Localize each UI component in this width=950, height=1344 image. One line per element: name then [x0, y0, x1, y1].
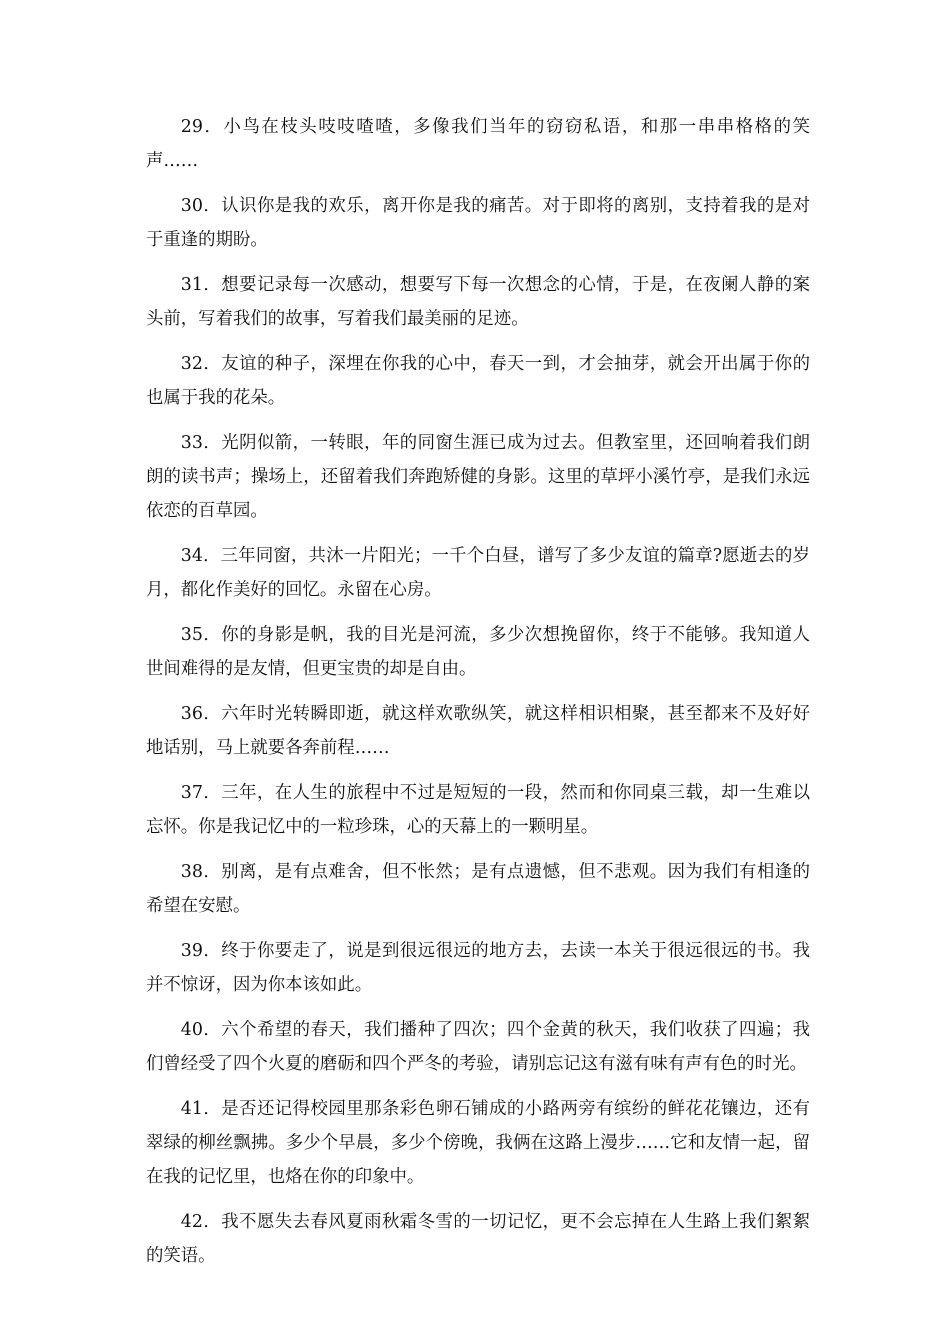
- paragraph-29: 29．小鸟在枝头吱吱喳喳，多像我们当年的窃窃私语，和那一串串格格的笑声……: [146, 117, 810, 171]
- paragraph-30: 30．认识你是我的欢乐，离开你是我的痛苦。对于即将的离别，支持着我的是对于重逢的期盼。: [146, 196, 810, 250]
- paragraph-38: 38．别离，是有点难舍，但不怅然；是有点遗憾，但不悲观。因为我们有相逢的希望在安慰。: [146, 862, 810, 916]
- paragraph-32: 32．友谊的种子，深埋在你我的心中，春天一到，才会抽芽，就会开出属于你的也属于我的花朵。: [146, 354, 810, 408]
- paragraph-39: 39．终于你要走了，说是到很远很远的地方去，去读一本关于很远很远的书。我并不惊讶，因为你本该如此。: [146, 941, 810, 995]
- paragraph-41: 41．是否还记得校园里那条彩色卵石铺成的小路两旁有缤纷的鲜花花镶边，还有翠绿的柳丝飘拂。多少个早晨，多少个傍晚，我俩在这路上漫步……它和友情一起，留在我的记忆里，也烙在你的印象中。: [146, 1099, 810, 1187]
- document-body: [146, 110, 810, 1284]
- paragraph-31: 31．想要记录每一次感动，想要写下每一次想念的心情，于是，在夜阑人静的案头前，写着我们的故事，写着我们最美丽的足迹。: [146, 275, 810, 329]
- paragraph-35: 35．你的身影是帆，我的目光是河流，多少次想挽留你，终于不能够。我知道人世间难得的是友情，但更宝贵的却是自由。: [146, 625, 810, 679]
- paragraph-37: 37．三年，在人生的旅程中不过是短短的一段，然而和你同桌三载，却一生难以忘怀。你是我记忆中的一粒珍珠，心的天幕上的一颗明星。: [146, 783, 810, 837]
- paragraph-34: 34．三年同窗，共沐一片阳光；一千个白昼，谱写了多少友谊的篇章?愿逝去的岁月，都化作美好的回忆。永留在心房。: [146, 546, 810, 600]
- paragraph-36: 36．六年时光转瞬即逝，就这样欢歌纵笑，就这样相识相聚，甚至都来不及好好地话别，马上就要各奔前程……: [146, 704, 810, 758]
- paragraph-40: 40．六个希望的春天，我们播种了四次；四个金黄的秋天，我们收获了四遍；我们曾经受了四个火夏的磨砺和四个严冬的考验，请别忘记这有滋有味有声有色的时光。: [146, 1020, 810, 1074]
- paragraph-33: 33．光阴似箭，一转眼，年的同窗生涯已成为过去。但教室里，还回响着我们朗朗的读书声；操场上，还留着我们奔跑矫健的身影。这里的草坪小溪竹亭，是我们永远依恋的百草园。: [146, 433, 810, 521]
- paragraph-42: 42．我不愿失去春风夏雨秋霜冬雪的一切记忆，更不会忘掉在人生路上我们絮絮的笑语。: [146, 1212, 810, 1266]
